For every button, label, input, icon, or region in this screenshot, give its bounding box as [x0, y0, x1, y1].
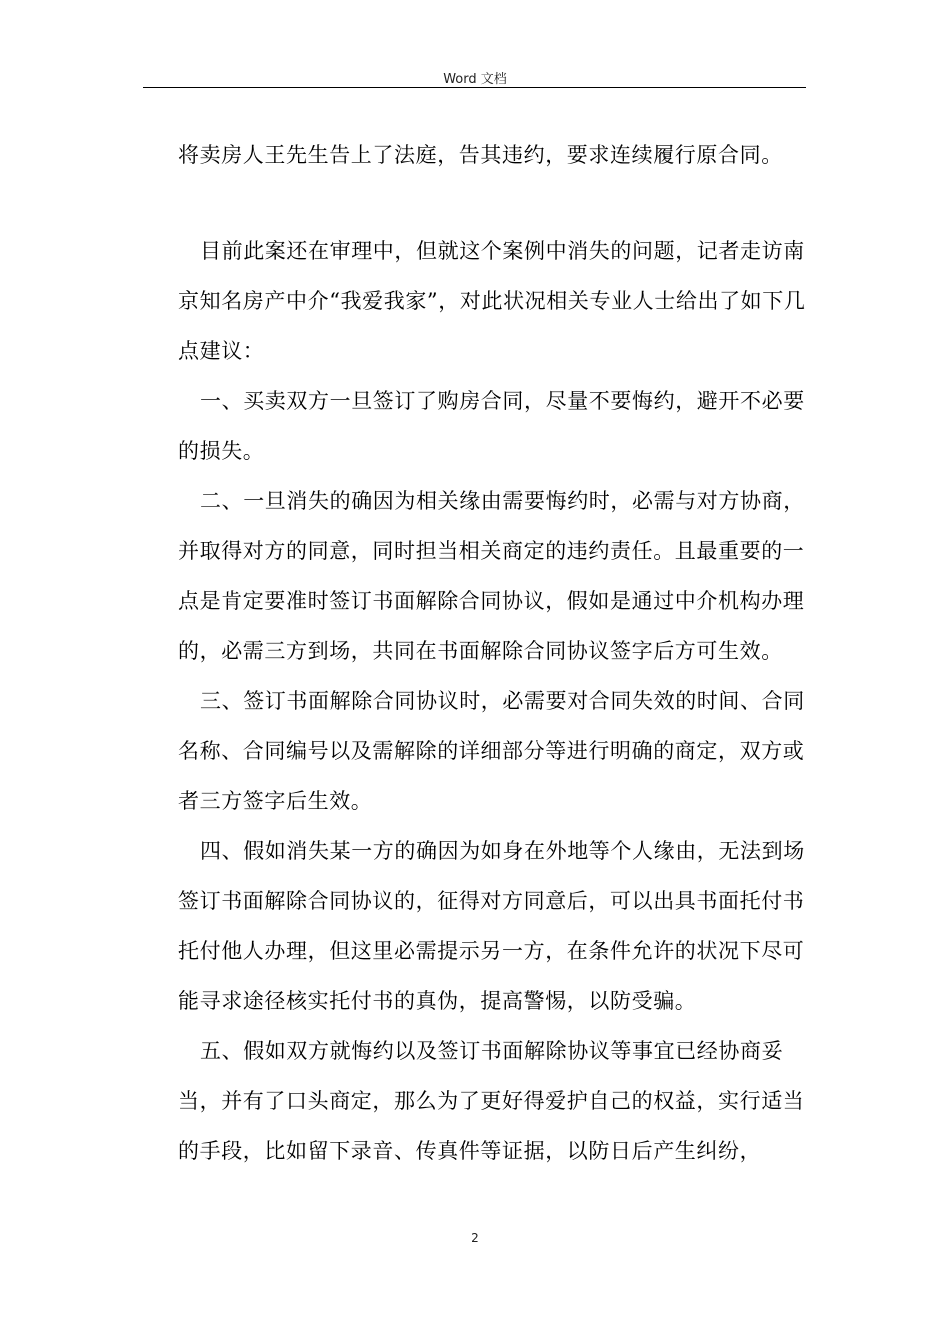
- paragraph-item-4: 四、假如消失某一方的确因为如身在外地等个人缘由，无法到场签订书面解除合同协议的，征得对方同意后，可以出具书面托付书托付他人办理，但这里必需提示另一方，在条件允许的状况下尽可能寻求途径核实托付书的真伪，提高警惕，以防受骗。: [178, 839, 805, 1013]
- paragraph-gap: [178, 180, 810, 226]
- paragraph-item-1: 一、买卖双方一旦签订了购房合同，尽量不要悔约，避开不必要的损失。: [178, 389, 805, 463]
- paragraph-item-5: 五、假如双方就悔约以及签订书面解除协议等事宜已经协商妥当，并有了口头商定，那么为了更好得爱护自己的权益，实行适当的手段，比如留下录音、传真件等证据，以防日后产生纠纷，: [178, 1039, 805, 1163]
- paragraph-intro: 目前此案还在审理中，但就这个案例中消失的问题，记者走访南京知名房产中介“我爱我家”，对此状况相关专业人士给出了如下几点建议：: [178, 239, 806, 363]
- paragraph-continuation: 将卖房人王先生告上了法庭，告其违约，要求连续履行原合同。: [178, 143, 783, 167]
- page-number: 2: [471, 1231, 479, 1245]
- paragraph-item-2: 二、一旦消失的确因为相关缘由需要悔约时，必需与对方协商，并取得对方的同意，同时担当相关商定的违约责任。且最重要的一点是肯定要准时签订书面解除合同协议，假如是通过中介机构办理的，必需三方到场，共同在书面解除合同协议签字后方可生效。: [178, 489, 805, 663]
- body-text: [178, 130, 810, 1176]
- header-divider: [143, 87, 806, 88]
- paragraph-item-3: 三、签订书面解除合同协议时，必需要对合同失效的时间、合同名称、合同编号以及需解除的详细部分等进行明确的商定，双方或者三方签字后生效。: [178, 689, 805, 813]
- header-title: Word 文档: [443, 72, 507, 87]
